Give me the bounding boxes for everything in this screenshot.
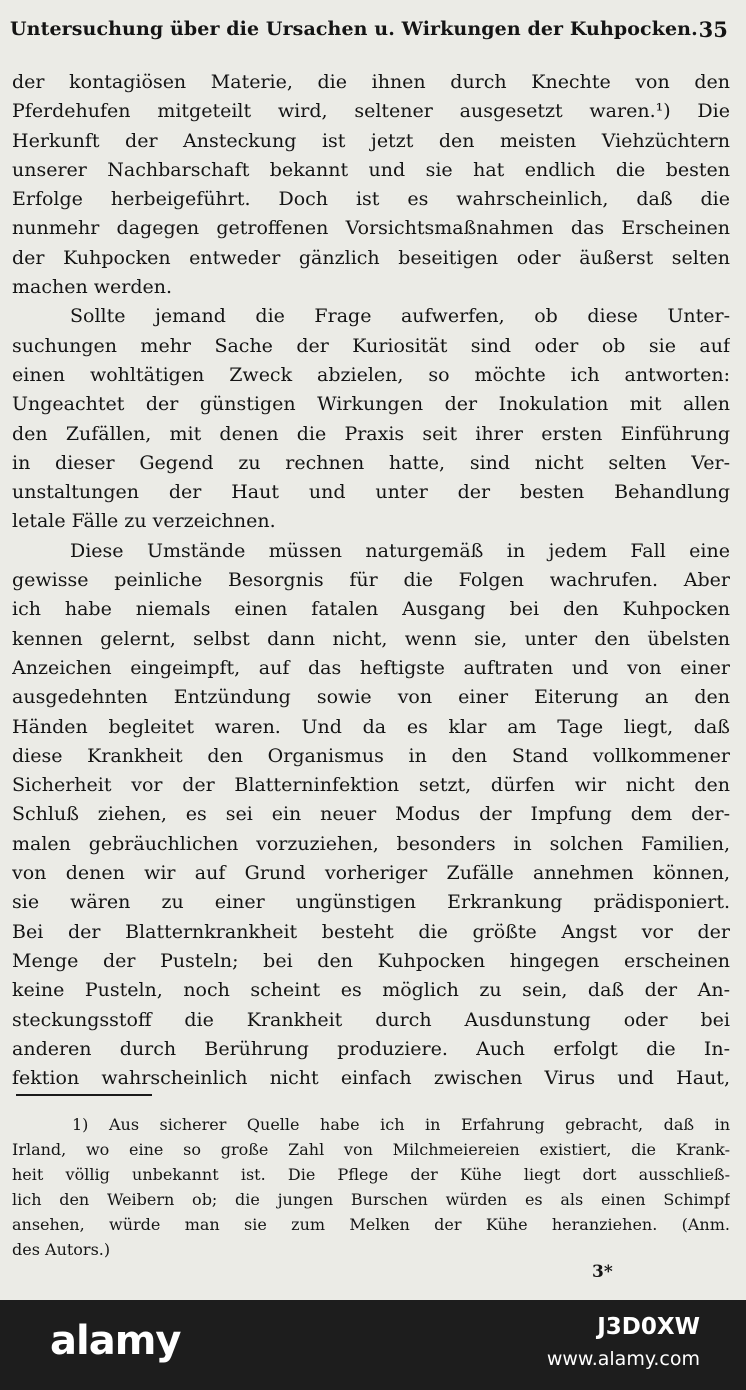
text-line: letale Fälle zu verzeichnen.: [12, 510, 276, 533]
text-line: der Kuhpocken entweder gänzlich beseitigen oder äußerst selten: [12, 246, 730, 269]
text-line: in dieser Gegend zu rechnen hatte, sind nicht selten Ver-: [12, 451, 730, 474]
paragraph: [12, 302, 730, 536]
text-line: Pferdehufen mitgeteilt wird, seltener ausgesetzt waren.¹) Die: [12, 100, 730, 123]
footnote-line: 1) Aus sicherer Quelle habe ich in Erfahrung gebracht, daß in: [72, 1115, 730, 1134]
footnote-line: lich den Weibern ob; die jungen Burschen würden es als einen Schimpf: [12, 1190, 730, 1209]
footnote-line: ansehen, würde man sie zum Melken der Kühe heranziehen. (Anm.: [12, 1215, 730, 1234]
alamy-logo: alamy: [50, 1318, 181, 1364]
text-line: Händen begleitet waren. Und da es klar am Tage liegt, daß: [12, 715, 730, 738]
text-line: keine Pusteln, noch scheint es möglich zu sein, daß der An-: [12, 979, 730, 1002]
text-line: Ungeachtet der günstigen Wirkungen der Inokulation mit allen: [12, 393, 730, 416]
watermark-bar: [0, 1300, 746, 1390]
text-line: Herkunft der Ansteckung ist jetzt den meisten Viehzüchtern: [12, 129, 730, 152]
text-line: von denen wir auf Grund vorheriger Zufälle annehmen können,: [12, 862, 730, 885]
text-line: nunmehr dagegen getroffenen Vorsichtsmaßnahmen das Erscheinen: [12, 217, 730, 240]
text-line: ich habe niemals einen fatalen Ausgang bei den Kuhpocken: [12, 598, 730, 621]
text-line: sie wären zu einer ungünstigen Erkrankung prädisponiert.: [12, 891, 730, 914]
text-line: gewisse peinliche Besorgnis für die Folgen wachrufen. Aber: [12, 569, 730, 592]
text-line: steckungsstoff die Krankheit durch Ausdunstung oder bei: [12, 1008, 730, 1031]
text-line: einen wohltätigen Zweck abzielen, so möchte ich antworten:: [12, 363, 730, 386]
text-line: Sollte jemand die Frage aufwerfen, ob diese Unter-: [70, 305, 730, 328]
watermark-url: www.alamy.com: [546, 1348, 700, 1370]
text-line: der kontagiösen Materie, die ihnen durch Knechte von den: [12, 71, 730, 93]
paragraph: [12, 68, 730, 302]
page-number: 35: [698, 16, 728, 42]
footnote-line: Irland, wo eine so große Zahl von Milchmeiereien existiert, die Krank-: [12, 1140, 730, 1159]
text-line: Erfolge herbeigeführt. Doch ist es wahrscheinlich, daß die: [12, 188, 730, 211]
text-line: machen werden.: [12, 276, 173, 299]
text-line: Diese Umstände müssen naturgemäß in jedem Fall eine: [70, 539, 730, 562]
footnote-divider: [16, 1094, 152, 1096]
text-line: unstaltungen der Haut und unter der besten Behandlung: [12, 481, 730, 504]
text-line: anderen durch Berührung produziere. Auch erfolgt die In-: [12, 1037, 730, 1060]
running-head-title: Untersuchung über die Ursachen u. Wirkungen der Kuhpocken.: [10, 18, 698, 40]
body-text: [12, 68, 730, 1093]
text-line: ausgedehnten Entzündung sowie von einer Eiterung an den: [12, 686, 730, 709]
text-line: suchungen mehr Sache der Kuriosität sind oder ob sie auf: [12, 334, 730, 357]
text-line: unserer Nachbarschaft bekannt und sie hat endlich die besten: [12, 158, 730, 181]
text-line: fektion wahrscheinlich nicht einfach zwischen Virus und Haut,: [12, 1067, 730, 1090]
footnote-line: des Autors.): [12, 1240, 111, 1259]
text-line: malen gebräuchlichen vorzuziehen, besonders in solchen Familien,: [12, 832, 730, 855]
text-line: Anzeichen eingeimpft, auf das heftigste auftraten und von einer: [12, 656, 730, 679]
text-line: Sicherheit vor der Blatterninfektion setzt, dürfen wir nicht den: [12, 774, 730, 797]
text-line: Bei der Blatternkrankheit besteht die größte Angst vor der: [12, 920, 730, 943]
text-line: kennen gelernt, selbst dann nicht, wenn sie, unter den übelsten: [12, 627, 730, 650]
footnote: [12, 1112, 730, 1262]
image-id: J3D0XW: [597, 1314, 700, 1340]
text-line: Schluß ziehen, es sei ein neuer Modus der Impfung dem der-: [12, 803, 730, 826]
footnote-line: heit völlig unbekannt ist. Die Pflege der Kühe liegt dort ausschließ-: [12, 1165, 730, 1184]
text-line: Menge der Pusteln; bei den Kuhpocken hingegen erscheinen: [12, 949, 730, 972]
running-head: [10, 12, 728, 46]
signature-mark: 3*: [592, 1262, 613, 1282]
text-line: diese Krankheit den Organismus in den Stand vollkommener: [12, 744, 730, 767]
text-line: den Zufällen, mit denen die Praxis seit ihrer ersten Einführung: [12, 422, 730, 445]
paragraph: [12, 537, 730, 1094]
